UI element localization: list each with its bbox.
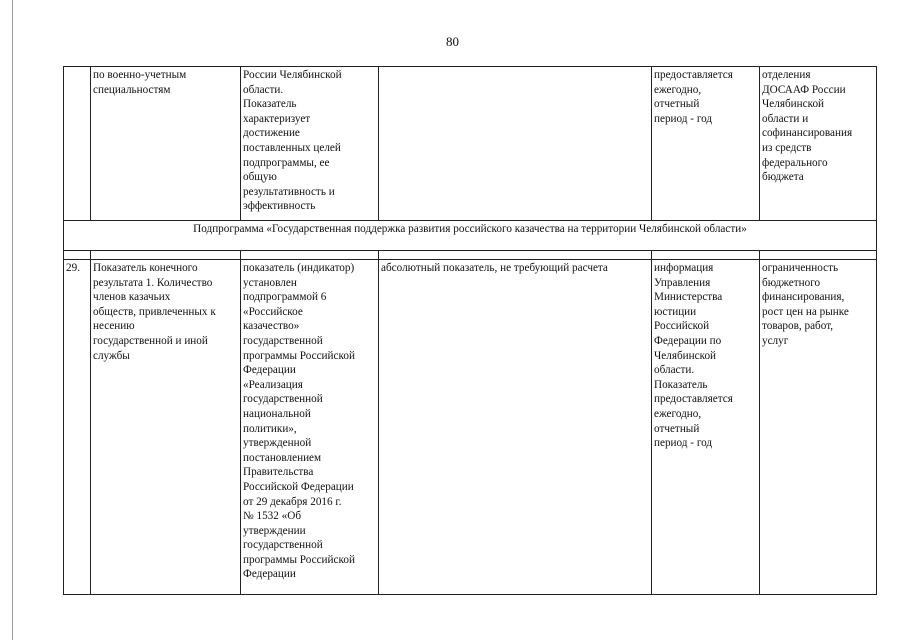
cell-line: Челябинской [654, 349, 717, 362]
cell-line: государственной [243, 393, 323, 406]
row-number-cell: 29. [64, 260, 91, 595]
cell-line: поставленных целей [243, 141, 341, 154]
cell-line: по военно-учетным [93, 69, 187, 81]
cell-line: членов казачьих [93, 291, 171, 304]
data-source-cell [652, 67, 760, 221]
cell-line: показатель (индикатор) [243, 262, 355, 274]
cell-line: Федерации по [654, 334, 722, 347]
cell-line: услуг [762, 334, 789, 347]
cell-line: отчетный [654, 98, 700, 111]
cell-line: утверждении [243, 524, 306, 537]
indicator-name-cell [91, 67, 241, 221]
cell-line: области. [243, 83, 284, 96]
table-row [64, 260, 877, 595]
cell-line: федерального [762, 156, 828, 169]
table-row [64, 67, 877, 221]
cell-line: Показатель [243, 98, 297, 111]
cell-line: подпрограммы, ее [243, 156, 330, 169]
factors-cell [760, 260, 877, 595]
subprogram-title: Подпрограмма «Государственная поддержка развития российского казачества на территории Челябинской области» [64, 221, 877, 251]
cell-line: бюджета [762, 171, 804, 184]
data-source-cell [652, 260, 760, 595]
legal-basis-cell [241, 260, 379, 595]
factors-cell [760, 67, 877, 221]
cell-line: отчетный [654, 422, 700, 435]
cell-line: политики», [243, 422, 297, 435]
cell-line: товаров, работ, [762, 320, 834, 333]
cell-line: Министерства [654, 291, 723, 304]
cell-line: юстиции [654, 305, 697, 318]
cell-line: Правительства [243, 466, 314, 479]
cell-line: общую [243, 171, 277, 184]
cell-line: России Челябинской [243, 69, 342, 81]
cell-line: достижение [243, 127, 300, 140]
cell-line: государственной [243, 334, 323, 347]
cell-line: предоставляется [654, 69, 733, 81]
cell-line: Российской Федерации [243, 480, 354, 493]
indicator-name-cell [91, 260, 241, 595]
cell-line: информация [654, 262, 714, 274]
calculation-method-cell: абсолютный показатель, не требующий расчета [379, 260, 652, 595]
cell-line: программы Российской [243, 349, 355, 362]
indicators-table [63, 66, 877, 595]
cell-line: ограниченность [762, 262, 839, 274]
cell-line: области. [654, 364, 695, 377]
page-number: 80 [446, 34, 459, 49]
cell-line: Управления [654, 276, 711, 289]
cell-line: характеризует [243, 112, 311, 125]
cell-line: программы Российской [243, 553, 355, 566]
cell-line: казачество» [243, 320, 300, 333]
cell-line: Челябинской [762, 98, 825, 111]
cell-line: результата 1. Количество [93, 276, 213, 289]
cell-line: эффективность [243, 200, 316, 213]
cell-line: Федерации [243, 568, 296, 581]
legal-basis-cell [241, 67, 379, 221]
cell-line: национальной [243, 407, 311, 420]
cell-line: несению [93, 320, 135, 333]
cell-line: «Реализация [243, 378, 303, 391]
subprogram-row [64, 221, 877, 251]
cell-line: бюджетного [762, 276, 821, 289]
cell-line: рост цен на рынке [762, 305, 849, 318]
cell-line: отделения [762, 69, 811, 81]
cell-line: софинансирования [762, 127, 853, 140]
cell-line: предоставляется [654, 393, 733, 406]
cell-line: подпрограммой 6 [243, 291, 327, 304]
cell-line: финансирования, [762, 291, 845, 304]
cell-line: утвержденной [243, 437, 312, 450]
calculation-method-cell [379, 67, 652, 221]
cell-line: службы [93, 349, 130, 362]
cell-line: Показатель конечного [93, 262, 198, 274]
cell-line: ежегодно, [654, 407, 702, 420]
cell-line: специальностям [93, 83, 171, 96]
cell-line: из средств [762, 141, 812, 154]
cell-line: ДОСААФ России [762, 83, 846, 96]
cell-line: период - год [654, 112, 713, 125]
cell-line: государственной и иной [93, 334, 208, 347]
cell-line: Российской [654, 320, 710, 333]
cell-line: установлен [243, 276, 297, 289]
cell-line: «Российское [243, 305, 303, 318]
cell-line: государственной [243, 539, 323, 552]
cell-line: № 1532 «Об [243, 510, 302, 523]
cell-line: ежегодно, [654, 83, 702, 96]
cell-line: Показатель [654, 378, 708, 391]
cell-line: результативность и [243, 185, 335, 198]
cell-line: обществ, привлеченных к [93, 305, 216, 318]
cell-line: области и [762, 112, 809, 125]
cell-line: период - год [654, 437, 713, 450]
page-margin-line [12, 0, 13, 640]
cell-line: постановлением [243, 451, 322, 464]
row-number-cell [64, 67, 91, 221]
cell-line: Федерации [243, 364, 296, 377]
spacer-row [64, 251, 877, 260]
cell-line: от 29 декабря 2016 г. [243, 495, 342, 508]
